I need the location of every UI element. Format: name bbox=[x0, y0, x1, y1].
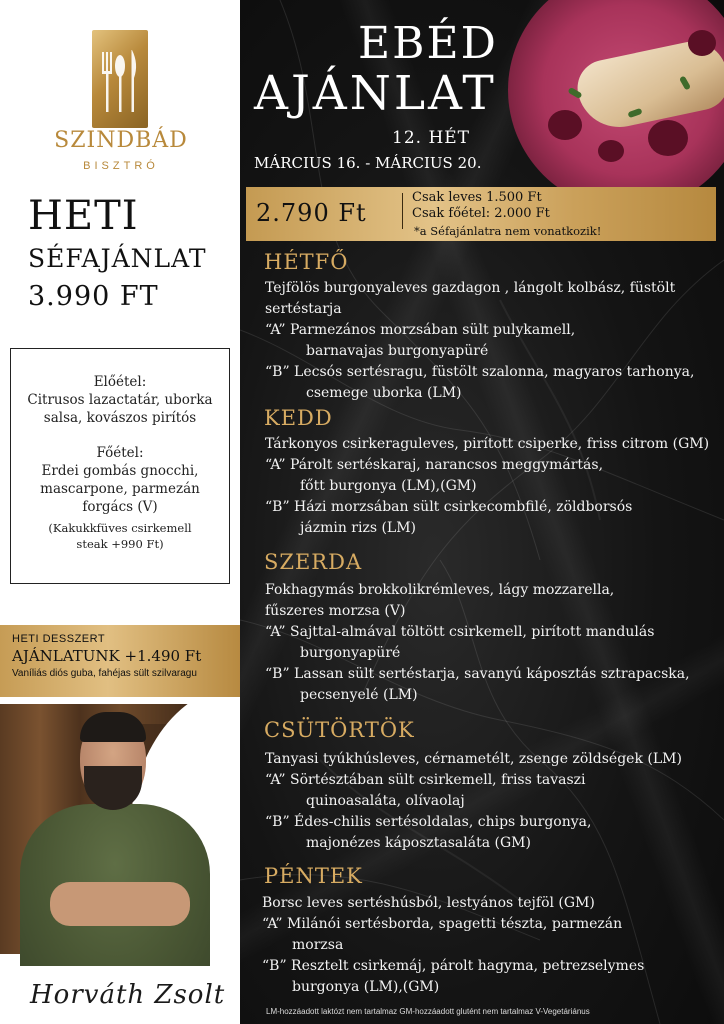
menu-line: burgonyapüré bbox=[300, 645, 401, 661]
chef-offer-box bbox=[10, 348, 230, 584]
soup-only-price: Csak leves 1.500 Ft bbox=[412, 190, 542, 205]
price-banner bbox=[246, 187, 716, 241]
menu-line: burgonya (LM),(GM) bbox=[292, 979, 440, 995]
menu-line: quinoasaláta, olívaolaj bbox=[306, 793, 465, 809]
date-range: MÁRCIUS 16. - MÁRCIUS 20. bbox=[254, 154, 482, 172]
menu-panel bbox=[240, 0, 724, 1024]
left-column bbox=[0, 0, 240, 1024]
main-only-price: Csak főétel: 2.000 Ft bbox=[412, 206, 550, 221]
menu-line: barnavajas burgonyapüré bbox=[306, 343, 489, 359]
menu-line: Fokhagymás brokkolikrémleves, lágy mozzarella, bbox=[265, 582, 615, 598]
menu-line: Borsc leves sertéshúsból, lestyános tejföl (GM) bbox=[262, 895, 595, 911]
menu-line: majonézes káposztasaláta (GM) bbox=[306, 835, 531, 851]
brand-name: SZINDBÁD bbox=[54, 128, 188, 153]
menu-line: csemege uborka (LM) bbox=[306, 385, 462, 401]
chef-photo bbox=[0, 704, 240, 1024]
dessert-heading: HETI DESSZERT bbox=[12, 633, 106, 645]
menu-line: “B” Házi morzsában sült csirkecombfilé, zöldborsós bbox=[265, 499, 633, 515]
menu-line: “A” Milánói sertésborda, spagetti tészta, parmezán bbox=[262, 916, 623, 932]
menu-line: “A” Párolt sertéskaraj, narancsos meggymártás, bbox=[265, 457, 604, 473]
fork-knife-icon bbox=[92, 30, 148, 128]
starter-line: salsa, kovászos pirítós bbox=[43, 410, 197, 426]
menu-line: pecsenyelé (LM) bbox=[300, 687, 418, 703]
menu-line: “B” Édes-chilis sertésoldalas, chips burgonya, bbox=[265, 814, 592, 830]
day-heading-monday: HÉTFŐ bbox=[264, 250, 349, 274]
menu-price: 2.790 Ft bbox=[256, 199, 367, 227]
menu-line: Tejfölös burgonyaleves gazdagon , lángolt kolbász, füstölt bbox=[265, 280, 676, 296]
menu-line: főtt burgonya (LM),(GM) bbox=[300, 478, 477, 494]
dessert-banner bbox=[0, 625, 240, 697]
main-line: mascarpone, parmezán bbox=[40, 481, 200, 497]
week-number: 12. HÉT bbox=[392, 128, 471, 148]
page-title-second: AJÁNLAT bbox=[254, 66, 497, 121]
menu-line: “B” Resztelt csirkemáj, párolt hagyma, petrezselymes bbox=[262, 958, 645, 974]
menu-line: “B” Lassan sült sertéstarja, savanyú káposztás sztrapacska, bbox=[265, 666, 690, 682]
dessert-price: AJÁNLATUNK +1.490 Ft bbox=[12, 647, 202, 665]
menu-line: Tárkonyos csirkeraguleves, pirított csiperke, friss citrom (GM) bbox=[265, 436, 710, 452]
dessert-description: Vaníliás diós guba, fahéjas sült szilvaragu bbox=[12, 668, 197, 679]
allergen-legend: LM-hozzáadott laktózt nem tartalmaz GM-hozzáadott glutént nem tartalmaz V-Vegetáriánus bbox=[266, 1007, 590, 1016]
starter-line: Citrusos lazactatár, uborka bbox=[27, 392, 213, 408]
chef-offer-title: HETI bbox=[28, 193, 139, 239]
menu-line: sertéstarja bbox=[265, 301, 342, 317]
main-label: Főétel: bbox=[96, 445, 144, 461]
extra-line: (Kakukkfüves csirkemell bbox=[48, 521, 192, 535]
day-heading-wednesday: SZERDA bbox=[264, 550, 363, 574]
price-note: *a Séfajánlatra nem vonatkozik! bbox=[414, 224, 602, 238]
menu-line: “A” Sajttal-almával töltött csirkemell, pirított mandulás bbox=[265, 624, 655, 640]
menu-line: “B” Lecsós sertésragu, füstölt szalonna, magyaros tarhonya, bbox=[265, 364, 695, 380]
chef-signature: Horváth Zsolt bbox=[30, 980, 226, 1010]
menu-line: “A” Sörtésztában sült csirkemell, friss tavaszi bbox=[265, 772, 586, 788]
menu-line: morzsa bbox=[292, 937, 344, 953]
chef-offer-price: 3.990 FT bbox=[28, 281, 159, 312]
page-title: EBÉD bbox=[358, 18, 498, 69]
day-heading-friday: PÉNTEK bbox=[264, 864, 363, 888]
extra-line: steak +990 Ft) bbox=[76, 537, 164, 551]
menu-line: “A” Parmezános morzsában sült pulykamell, bbox=[265, 322, 576, 338]
menu-line: jázmin rizs (LM) bbox=[300, 520, 417, 536]
brand-sub: BISZTRÓ bbox=[83, 160, 159, 172]
main-line: forgács (V) bbox=[82, 499, 158, 515]
menu-line: Tanyasi tyúkhúsleves, cérnametélt, zsenge zöldségek (LM) bbox=[265, 751, 682, 767]
chef-offer-subtitle: SÉFAJÁNLAT bbox=[28, 244, 207, 273]
starter-label: Előétel: bbox=[93, 374, 147, 390]
brand-logo bbox=[46, 24, 196, 184]
day-heading-tuesday: KEDD bbox=[264, 406, 333, 430]
day-heading-thursday: CSÜTÖRTÖK bbox=[264, 718, 415, 742]
menu-line: fűszeres morzsa (V) bbox=[265, 603, 406, 619]
main-line: Erdei gombás gnocchi, bbox=[41, 463, 199, 479]
